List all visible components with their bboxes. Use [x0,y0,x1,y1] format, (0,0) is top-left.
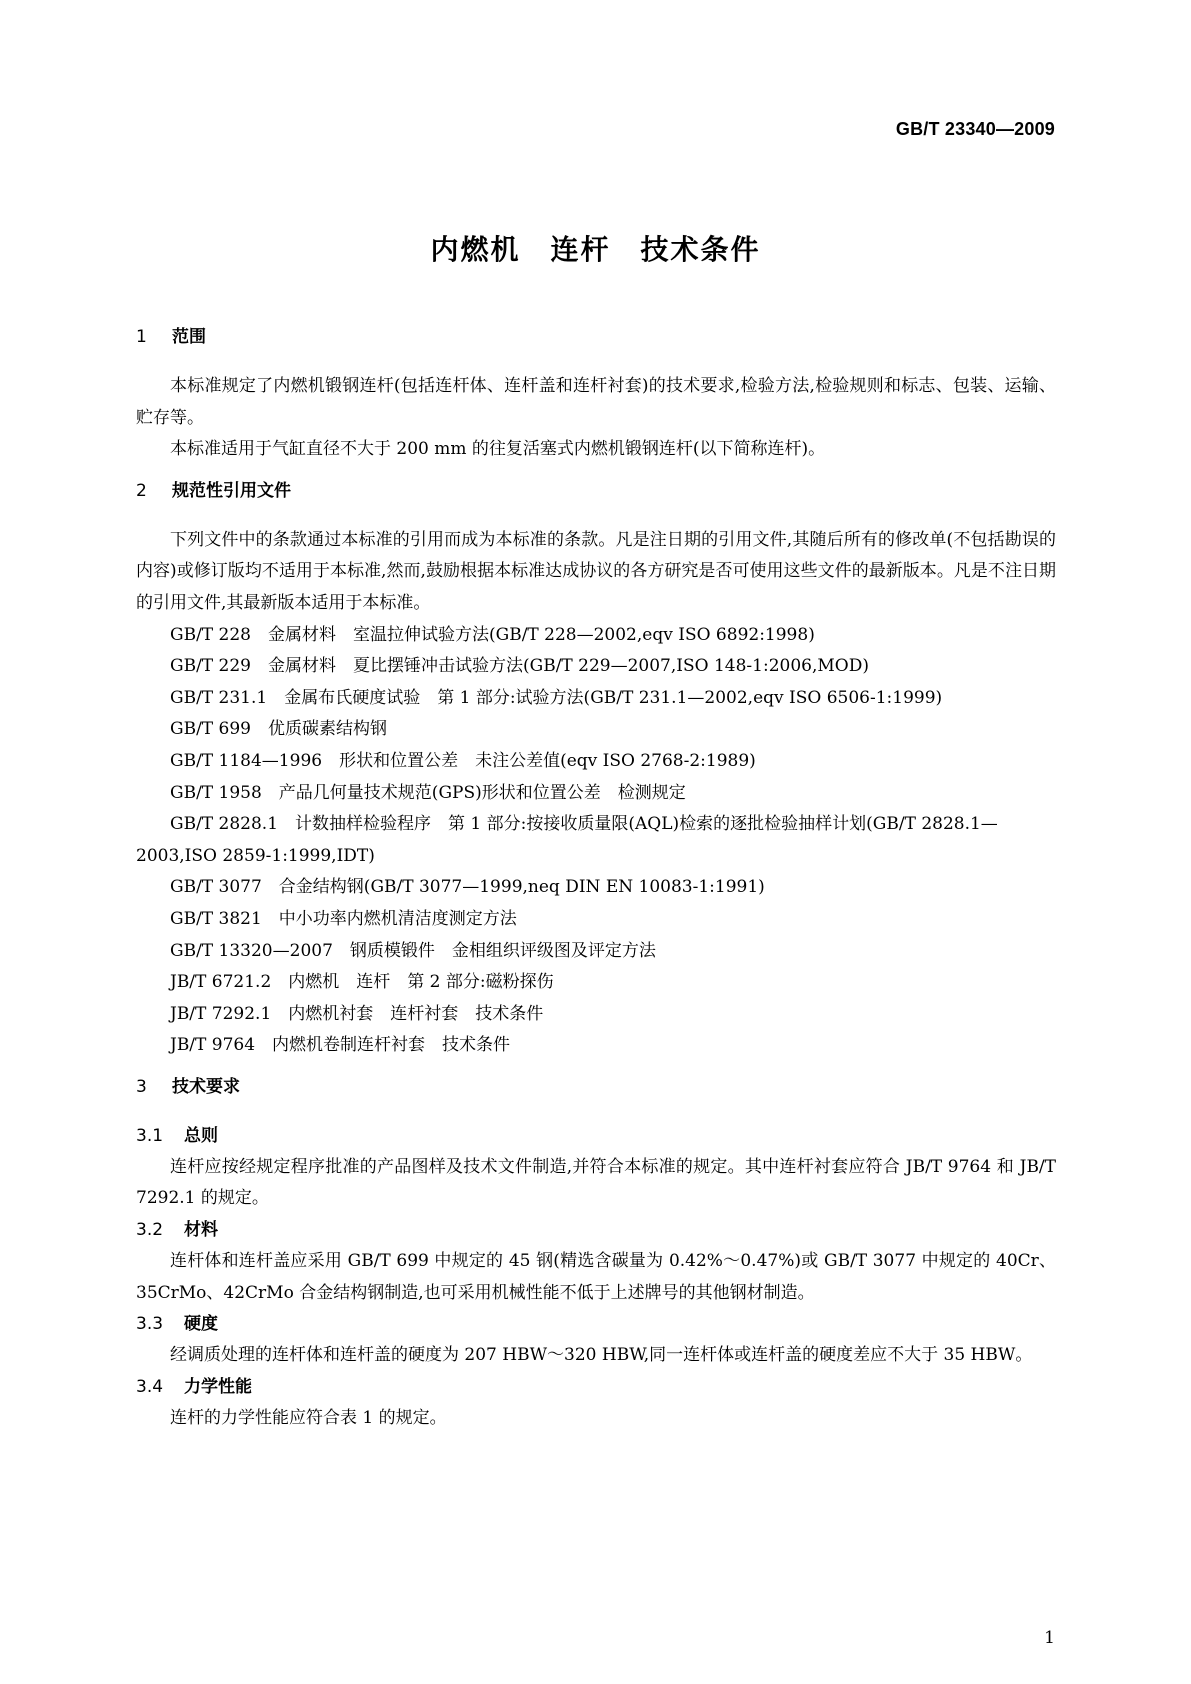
paragraph: 下列文件中的条款通过本标准的引用而成为本标准的条款。凡是注日期的引用文件,其随后所有的修改单(不包括勘误的内容)或修订版均不适用于本标准,然而,鼓励根据本标准达成协议的各方研究是否可使用这些文件的最新版本。凡是不注日期的引用文件,其最新版本适用于本标准。 [136,529,1056,613]
section-heading [136,1072,1056,1103]
reference-item: JB/T 6721.2 内燃机 连杆 第 2 部分:磁粉探伤 [170,972,554,993]
paragraph: 连杆体和连杆盖应采用 GB/T 699 中规定的 45 钢(精选含碳量为 0.42%～0.47%)或 GB/T 3077 中规定的 40Cr、35CrMo、42CrMo 合金结构钢制造,也可采用机械性能不低于上述牌号的其他钢材制造。 [136,1251,1056,1303]
subsection-number: 3.4 [136,1376,164,1397]
reference-item: GB/T 3821 中小功率内燃机清洁度测定方法 [170,908,517,929]
subsection-number: 3.1 [136,1125,164,1146]
document-body [136,322,1056,1434]
reference-item: GB/T 228 金属材料 室温拉伸试验方法(GB/T 228—2002,eqv ISO 6892:1998) [170,624,815,645]
subsection-number: 3.3 [136,1314,164,1335]
section-number: 1 [136,327,147,347]
subsection-title: 材料 [184,1220,218,1241]
reference-item: GB/T 1958 产品几何量技术规范(GPS)形状和位置公差 检测规定 [170,782,686,803]
page-number: 1 [1044,1628,1055,1648]
paragraph: 连杆的力学性能应符合表 1 的规定。 [170,1407,447,1428]
subsection-heading [136,1309,1056,1340]
reference-item: JB/T 9764 内燃机卷制连杆衬套 技术条件 [170,1035,511,1056]
subsection-title: 力学性能 [184,1376,252,1397]
reference-item: GB/T 2828.1 计数抽样检验程序 第 1 部分:按接收质量限(AQL)检索的逐批检验抽样计划(GB/T 2828.1—2003,ISO 2859-1:1999,IDT) [136,814,998,866]
document-title: 内燃机 连杆 技术条件 [430,233,761,266]
subsection-heading [136,1215,1056,1246]
reference-item: JB/T 7292.1 内燃机衬套 连杆衬套 技术条件 [170,1003,544,1024]
section-heading [136,322,1056,353]
reference-item: GB/T 1184—1996 形状和位置公差 未注公差值(eqv ISO 2768-2:1989) [170,750,756,771]
standard-number: GB/T 23340—2009 [895,119,1055,139]
subsection-title: 总则 [184,1125,218,1146]
paragraph: 经调质处理的连杆体和连杆盖的硬度为 207 HBW～320 HBW,同一连杆体或连杆盖的硬度差应不大于 35 HBW。 [170,1345,1033,1366]
subsection-number: 3.2 [136,1220,164,1241]
section-number: 2 [136,480,147,501]
section-title: 规范性引用文件 [172,480,291,501]
reference-item: GB/T 699 优质碳素结构钢 [170,719,387,740]
section-title: 范围 [172,327,206,347]
section-number: 3 [136,1076,147,1097]
subsection-heading [136,1372,1056,1403]
paragraph: 连杆应按经规定程序批准的产品图样及技术文件制造,并符合本标准的规定。其中连杆衬套应符合 JB/T 9764 和 JB/T 7292.1 的规定。 [136,1156,1056,1209]
reference-item: GB/T 231.1 金属布氏硬度试验 第 1 部分:试验方法(GB/T 231.1—2002,eqv ISO 6506-1:1999) [170,687,943,708]
reference-item: GB/T 13320—2007 钢质模锻件 金相组织评级图及评定方法 [170,940,656,961]
subsection-title: 硬度 [184,1314,218,1335]
reference-item: GB/T 229 金属材料 夏比摆锤冲击试验方法(GB/T 229—2007,ISO 148-1:2006,MOD) [170,656,869,677]
reference-item: GB/T 3077 合金结构钢(GB/T 3077—1999,neq DIN EN 10083-1:1991) [170,877,765,898]
section-title: 技术要求 [172,1076,240,1097]
subsection-heading [136,1121,1056,1152]
section-heading [136,476,1056,507]
paragraph: 本标准适用于气缸直径不大于 200 mm 的往复活塞式内燃机锻钢连杆(以下简称连杆)。 [170,439,826,460]
paragraph: 本标准规定了内燃机锻钢连杆(包括连杆体、连杆盖和连杆衬套)的技术要求,检验方法,检验规则和标志、包装、运输、贮存等。 [136,376,1056,428]
